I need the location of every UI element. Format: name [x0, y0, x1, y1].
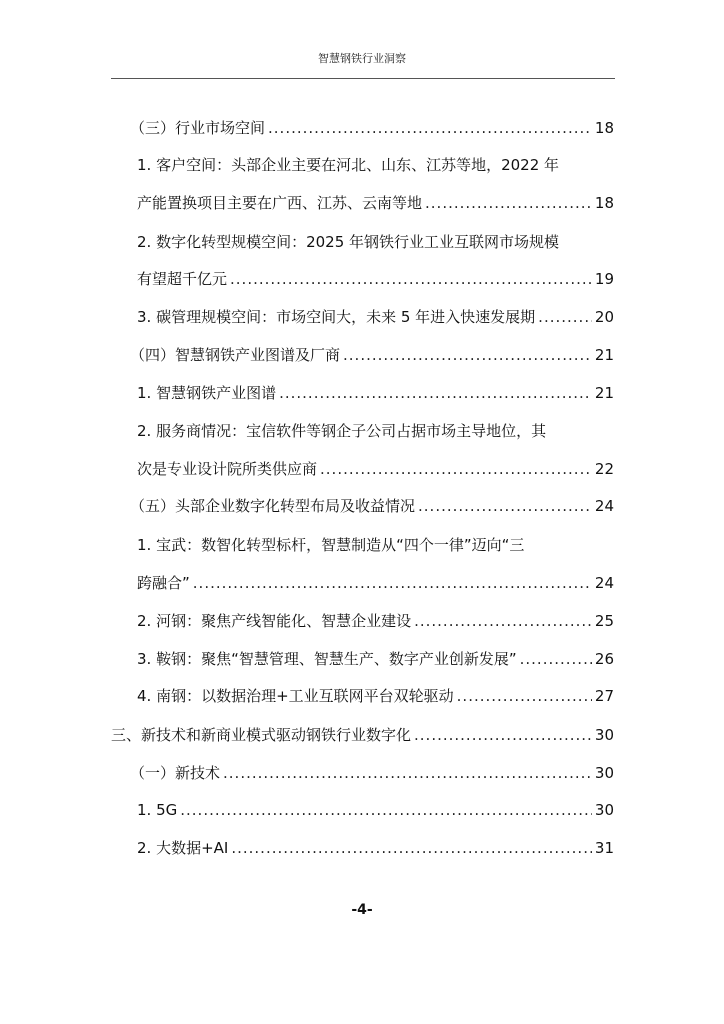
toc-page-number: 30 [594, 801, 614, 819]
toc-entry-big-data-ai[interactable] [137, 838, 614, 858]
toc-entry-customer-space[interactable] [137, 193, 614, 213]
toc-entry-title: 有望超千亿元 [137, 270, 228, 288]
toc-entry-leading-companies[interactable] [130, 496, 614, 516]
toc-page-number: 21 [594, 384, 614, 402]
dot-leader [425, 193, 592, 213]
toc-entry-title: （三）行业市场空间 [130, 119, 266, 137]
toc-entry-nisco[interactable] [137, 686, 614, 706]
toc-page-number: 30 [594, 764, 614, 782]
dot-leader [193, 573, 592, 593]
dot-leader [457, 686, 592, 706]
toc-entry-title: 3. 碳管理规模空间：市场空间大，未来 5 年进入快速发展期 [137, 308, 536, 326]
toc-entry-line: 2. 服务商情况：宝信软件等钢企子公司占据市场主导地位，其 [137, 422, 547, 440]
toc-entry-title: 2. 大数据+AI [137, 839, 229, 857]
toc-entry-line: 1. 客户空间：头部企业主要在河北、山东、江苏等地，2022 年 [137, 156, 560, 174]
toc-entry-new-tech[interactable] [130, 763, 614, 783]
toc-page-number: 19 [594, 270, 614, 288]
toc-page-number: 30 [594, 726, 614, 744]
toc-page-number: 24 [594, 497, 614, 515]
toc-entry-5g[interactable] [137, 800, 614, 820]
toc-entry-title: 1. 5G [137, 801, 178, 819]
toc-page-number: 27 [594, 687, 614, 705]
toc-entry-title: 次是专业设计院所类供应商 [137, 460, 318, 478]
toc-page-number: 25 [594, 612, 614, 630]
toc-page-number: 26 [594, 650, 614, 668]
dot-leader [268, 118, 592, 138]
dot-leader [343, 345, 592, 365]
toc-entry-carbon-scale[interactable] [137, 307, 614, 327]
toc-page-number: 20 [594, 308, 614, 326]
toc-entry-title: （一）新技术 [130, 764, 221, 782]
dot-leader [538, 307, 592, 327]
toc-entry-line: 1. 宝武：数智化转型标杆，智慧制造从“四个一律”迈向“三 [137, 536, 525, 554]
dot-leader [279, 383, 592, 403]
dot-leader [414, 725, 592, 745]
dot-leader [223, 763, 592, 783]
toc-entry-industry-graph[interactable] [137, 383, 614, 403]
toc-entry-title: （四）智慧钢铁产业图谱及厂商 [130, 346, 341, 364]
toc-page-number: 18 [594, 194, 614, 212]
toc-entry-baowu[interactable] [137, 573, 614, 593]
toc-entry-ansteel[interactable] [137, 649, 614, 669]
toc-page-number: 22 [594, 460, 614, 478]
dot-leader [520, 649, 592, 669]
dot-leader [231, 838, 592, 858]
toc-page-number: 18 [594, 119, 614, 137]
toc-entry-title: 1. 智慧钢铁产业图谱 [137, 384, 277, 402]
toc-entry-line: 2. 数字化转型规模空间：2025 年钢铁行业工业互联网市场规模 [137, 233, 560, 251]
dot-leader [418, 496, 592, 516]
toc-page-number: 21 [594, 346, 614, 364]
toc-entry-title: 跨融合” [137, 574, 190, 592]
toc-entry-service-providers[interactable] [137, 459, 614, 479]
toc-entry-market-space[interactable] [130, 118, 614, 138]
page-number: -4- [351, 902, 373, 918]
page-header: 智慧钢铁行业洞察 [318, 52, 406, 65]
dot-leader [180, 800, 592, 820]
toc-entry-title: 3. 鞍钢：聚焦“智慧管理、智慧生产、数字产业创新发展” [137, 650, 517, 668]
dot-leader [230, 269, 592, 289]
toc-page-number: 31 [594, 839, 614, 857]
dot-leader [320, 459, 592, 479]
toc-entry-digital-scale[interactable] [137, 269, 614, 289]
toc-entry-section-three[interactable] [111, 725, 614, 745]
dot-leader [414, 611, 592, 631]
toc-entry-title: 三、新技术和新商业模式驱动钢铁行业数字化 [111, 726, 412, 744]
toc-entry-industry-map[interactable] [130, 345, 614, 365]
toc-entry-hbis[interactable] [137, 611, 614, 631]
toc-entry-title: 2. 河钢：聚焦产线智能化、智慧企业建设 [137, 612, 412, 630]
toc-entry-title: 产能置换项目主要在广西、江苏、云南等地 [137, 194, 423, 212]
toc-entry-title: 4. 南钢：以数据治理+工业互联网平台双轮驱动 [137, 687, 454, 705]
toc-page-number: 24 [594, 574, 614, 592]
toc-entry-title: （五）头部企业数字化转型布局及收益情况 [130, 497, 416, 515]
